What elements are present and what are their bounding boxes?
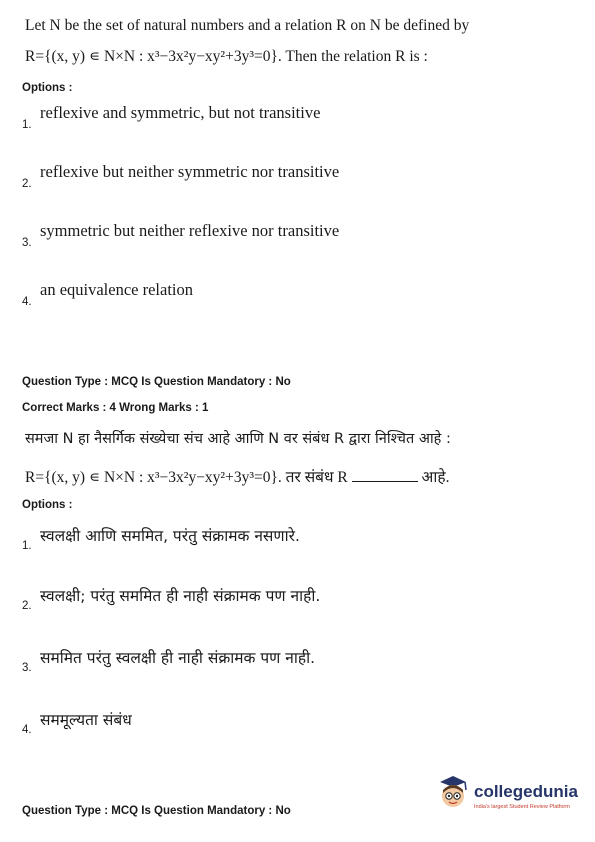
option-number: 2.	[22, 178, 32, 190]
option-text: reflexive and symmetric, but not transitive	[40, 103, 321, 122]
option-number: 4.	[22, 296, 32, 308]
question-type-line: Question Type : MCQ Is Question Mandatory : No	[22, 805, 291, 817]
option-text: स्वलक्षी आणि सममित, परंतु संक्रामक नसणारे.	[40, 527, 300, 545]
options-label: Options :	[22, 499, 73, 511]
collegedunia-logo	[436, 772, 586, 822]
option-number: 1.	[22, 540, 32, 552]
option-number: 4.	[22, 724, 32, 736]
logo-name: collegedunia	[474, 782, 578, 801]
options-label: Options :	[22, 82, 73, 94]
option-number: 2.	[22, 600, 32, 612]
stem-text-end: आहे.	[421, 469, 450, 486]
option-text: सममित परंतु स्वलक्षी ही नाही संक्रामक पण नाही.	[40, 649, 316, 667]
logo-tagline: India's largest Student Review Platform	[474, 804, 570, 810]
option-text: an equivalence relation	[40, 280, 194, 299]
mascot-icon	[436, 774, 470, 810]
option-text: symmetric but neither reflexive nor transitive	[40, 221, 340, 240]
option-number: 3.	[22, 662, 32, 674]
option-text: reflexive but neither symmetric nor transitive	[40, 162, 340, 181]
option-text: स्वलक्षी; परंतु सममित ही नाही संक्रामक पण नाही.	[40, 587, 321, 605]
stem-text: R={(x, y) ∊ N×N : x³−3x²y−xy²+3y³=0}. तर संबंध R	[25, 469, 348, 486]
question-stem-line1: Let N be the set of natural numbers and a relation R on N be defined by	[25, 17, 470, 34]
option-number: 1.	[22, 119, 32, 131]
answer-blank	[352, 471, 418, 482]
question-stem-line2-marathi	[25, 465, 449, 487]
marks-line: Correct Marks : 4 Wrong Marks : 1	[22, 402, 209, 414]
option-text: सममूल्यता संबंध	[40, 711, 132, 729]
question-stem-line2: R={(x, y) ∊ N×N : x³−3x²y−xy²+3y³=0}. Then the relation R is :	[25, 48, 428, 65]
question-stem-line1-marathi: समजा N हा नैसर्गिक संख्येचा संच आहे आणि N वर संबंध R द्वारा निश्चित आहे :	[25, 431, 451, 447]
question-type-line: Question Type : MCQ Is Question Mandatory : No	[22, 376, 291, 388]
option-number: 3.	[22, 237, 32, 249]
